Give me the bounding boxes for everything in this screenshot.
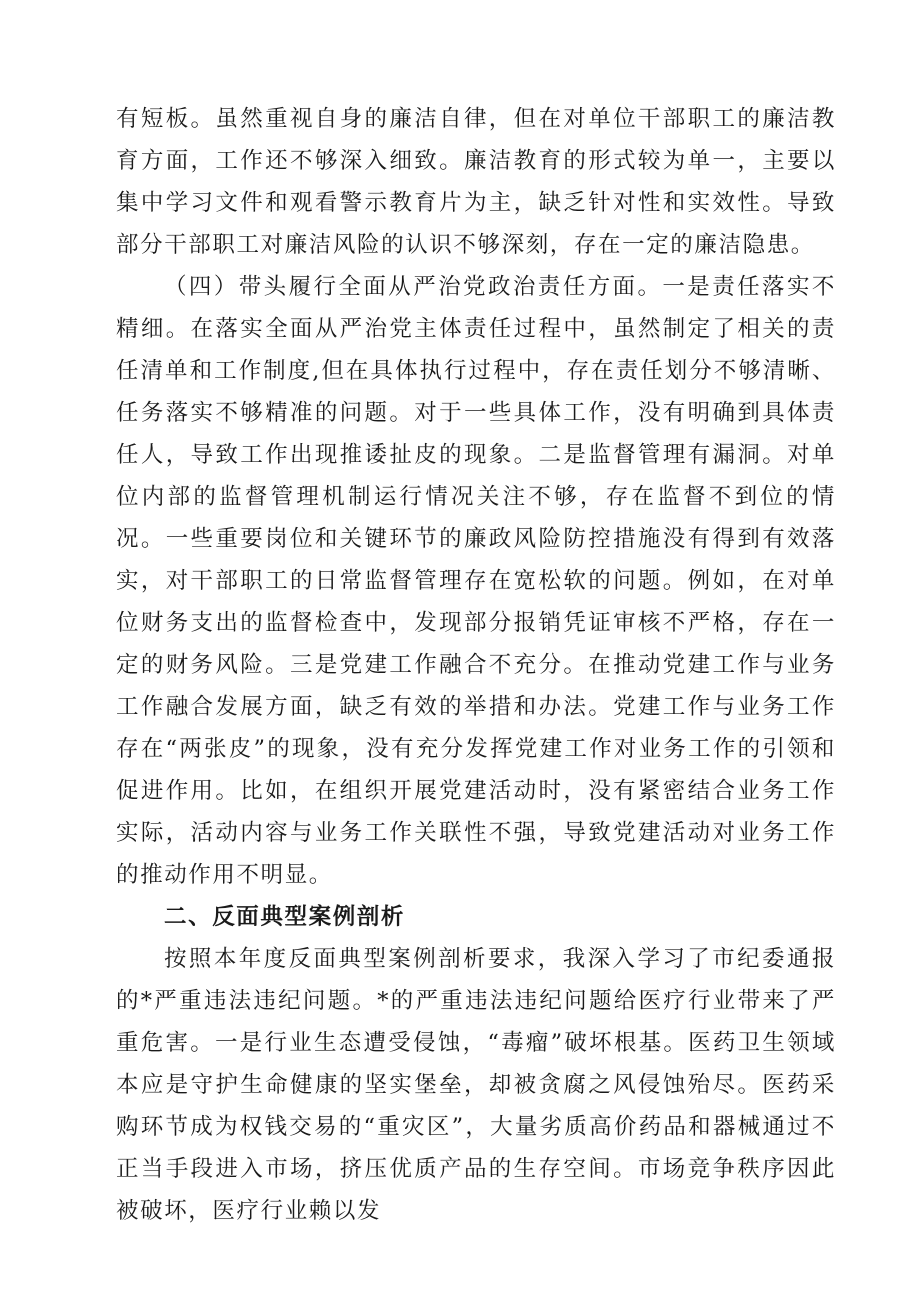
document-body	[116, 98, 836, 1232]
paragraph-case-analysis: 按照本年度反面典型案例剖析要求，我深入学习了市纪委通报的*严重违法违纪问题。*的严重违法违纪问题给医疗行业带来了严重危害。一是行业生态遭受侵蚀，“毒瘤”破坏根基。医药卫生领域本应是守护生命健康的坚实堡垒，却被贪腐之风侵蚀殆尽。医药采购环节成为权钱交易的“重灾区”，大量劣质高价药品和器械通过不正当手段进入市场，挤压优质产品的生存空间。市场竞争秩序因此被破坏，医疗行业赖以发	[116, 946, 836, 1224]
paragraph-section-four: （四）带头履行全面从严治党政治责任方面。一是责任落实不精细。在落实全面从严治党主体责任过程中，虽然制定了相关的责任清单和工作制度,但在具体执行过程中，存在责任划分不够清晰、任务落实不够精准的问题。对于一些具体工作，没有明确到具体责任人，导致工作出现推诿扯皮的现象。二是监督管理有漏洞。对单位内部的监督管理机制运行情况关注不够，存在监督不到位的情况。一些重要岗位和关键环节的廉政风险防控措施没有得到有效落实，对干部职工的日常监督管理存在宽松软的问题。例如，在对单位财务支出的监督检查中，发现部分报销凭证审核不严格，存在一定的财务风险。三是党建工作融合不充分。在推动党建工作与业务工作融合发展方面，缺乏有效的举措和办法。党建工作与业务工作存在“两张皮”的现象，没有充分发挥党建工作对业务工作的引领和促进作用。比如，在组织开展党建活动时，没有紧密结合业务工作实际，活动内容与业务工作关联性不强，导致党建活动对业务工作的推动作用不明显。	[116, 274, 836, 888]
section-heading-two: 二、反面典型案例剖析	[164, 904, 406, 930]
paragraph-continuation: 有短板。虽然重视自身的廉洁自律，但在对单位干部职工的廉洁教育方面，工作还不够深入细致。廉洁教育的形式较为单一，主要以集中学习文件和观看警示教育片为主，缺乏针对性和实效性。导致部分干部职工对廉洁风险的认识不够深刻，存在一定的廉洁隐患。	[116, 106, 836, 258]
